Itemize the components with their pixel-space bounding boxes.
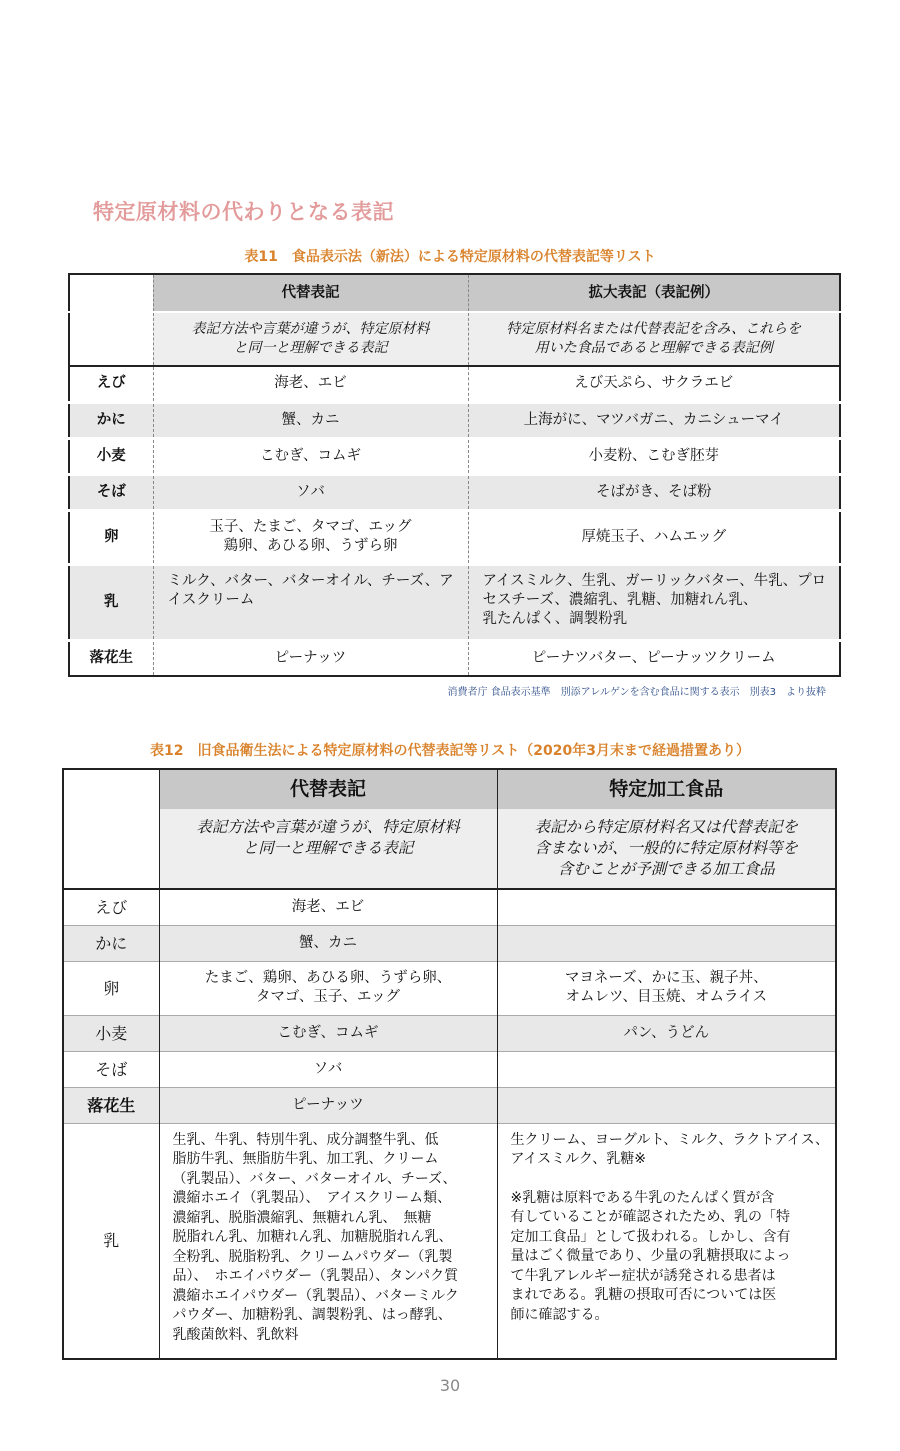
table12-col2-header: 特定加工食品 (497, 769, 836, 809)
table11-row-alt: ソバ (153, 474, 468, 510)
table11-row-alt: 玉子、たまご、タマゴ、エッグ 鶏卵、あひる卵、うずら卵 (153, 510, 468, 564)
table12-milk-proc-list: 生クリーム、ヨーグルト、ミルク、ラクトアイス、 アイスミルク、乳糖※ (510, 1131, 829, 1167)
table11-row-name: えび (69, 366, 153, 402)
table12-row-alt: たまご、鶏卵、あひる卵、うずら卵、 タマゴ、玉子、エッグ (159, 961, 497, 1015)
table12-row-alt: ピーナッツ (159, 1087, 497, 1123)
table12-milk-proc (497, 1123, 836, 1359)
table12-row-proc (497, 925, 836, 961)
table12-milk-proc-note: ※乳糖は原料である牛乳のたんぱく質が含 有していることが確認されたため、乳の「特 定加工食品」として扱われる。しかし、含有 量はごく微量であり、少量の乳糖摂取によっ て牛乳アレルギー症状が誘発される患者は まれである。乳糖の摂取可否については医 師に確認する。 (510, 1189, 791, 1323)
table11-source: 消費者庁 食品表示基準 別添アレルゲンを含む食品に関する表示 別表3 より抜粋 (447, 687, 826, 698)
table11-row-ext: 小麦粉、こむぎ胚芽 (468, 438, 840, 474)
table12-row-name: えび (63, 889, 159, 925)
table11-row-name: 卵 (69, 510, 153, 564)
table11-row-ext: そばがき、そば粉 (468, 474, 840, 510)
table12 (62, 768, 837, 1360)
table11-row-name: 落花生 (69, 640, 153, 676)
table12-row-name: 乳 (63, 1123, 159, 1359)
table12-col1-header: 代替表記 (159, 769, 497, 809)
table11-row-ext: 上海がに、マツバガニ、カニシューマイ (468, 402, 840, 438)
table11-col1-sub: 表記方法や言葉が違うが、特定原材料 と同一と理解できる表記 (153, 312, 468, 366)
page-number: 30 (439, 1376, 461, 1395)
table12-row-name: 卵 (63, 961, 159, 1015)
table12-col2-sub: 表記から特定原材料名又は代替表記を 含まないが、一般的に特定原材料等を 含むことが予測できる加工食品 (497, 809, 836, 889)
table12-row-proc (497, 889, 836, 925)
table11 (68, 273, 841, 677)
table11-row-ext: 厚焼玉子、ハムエッグ (468, 510, 840, 564)
table11-col2-sub: 特定原材料名または代替表記を含み、これらを 用いた食品であると理解できる表記例 (468, 312, 840, 366)
paragraph-gap (511, 1170, 830, 1189)
table12-row-alt: こむぎ、コムギ (159, 1015, 497, 1051)
table11-corner-sub (69, 312, 153, 366)
table11-row-name: かに (69, 402, 153, 438)
table11-row-ext: アイスミルク、生乳、ガーリックバター、牛乳、プロ セスチーズ、濃縮乳、乳糖、加糖れん乳、 乳たんぱく、調製粉乳 (468, 564, 840, 640)
table11-col2-header: 拡大表記（表記例） (468, 274, 840, 312)
table12-row-name: かに (63, 925, 159, 961)
table12-row-alt: ソバ (159, 1051, 497, 1087)
table11-row-ext: ピーナツバター、ピーナッツクリーム (468, 640, 840, 676)
table12-caption: 表12 旧食品衛生法による特定原材料の代替表記等リスト（2020年3月末まで経過措置あり） (150, 743, 750, 759)
table11-row-name: そば (69, 474, 153, 510)
table11-row-alt: 蟹、カニ (153, 402, 468, 438)
table12-row-proc (497, 1051, 836, 1087)
table11-corner (69, 274, 153, 312)
table11-caption: 表11 食品表示法（新法）による特定原材料の代替表記等リスト (244, 249, 656, 265)
table11-row-name: 小麦 (69, 438, 153, 474)
table11-row-alt: こむぎ、コムギ (153, 438, 468, 474)
table12-corner (63, 769, 159, 809)
table12-row-name: 落花生 (63, 1087, 159, 1123)
table11-row-alt: ミルク、バター、バターオイル、チーズ、ア イスクリーム (153, 564, 468, 640)
table11-row-alt: ピーナッツ (153, 640, 468, 676)
table11-row-alt: 海老、エビ (153, 366, 468, 402)
table12-row-proc: パン、うどん (497, 1015, 836, 1051)
table11-col1-header: 代替表記 (153, 274, 468, 312)
table12-row-proc (497, 1087, 836, 1123)
table12-corner-sub (63, 809, 159, 889)
section-title: 特定原材料の代わりとなる表記 (93, 200, 394, 224)
table12-row-proc: マヨネーズ、かに玉、親子丼、 オムレツ、目玉焼、オムライス (497, 961, 836, 1015)
table12-row-name: そば (63, 1051, 159, 1087)
table12-row-name: 小麦 (63, 1015, 159, 1051)
table12-col1-sub: 表記方法や言葉が違うが、特定原材料 と同一と理解できる表記 (159, 809, 497, 889)
table12-row-alt: 海老、エビ (159, 889, 497, 925)
table12-row-alt: 蟹、カニ (159, 925, 497, 961)
table11-row-ext: えび天ぷら、サクラエビ (468, 366, 840, 402)
table11-row-name: 乳 (69, 564, 153, 640)
table12-milk-alt: 生乳、牛乳、特別牛乳、成分調整牛乳、低 脂肪牛乳、無脂肪牛乳、加工乳、クリーム （乳製品）、バター、バターオイル、チーズ、 濃縮ホエイ（乳製品）、 アイスクリーム類、 濃縮乳、脱脂濃縮乳、無糖れん乳、 無糖 脱脂れん乳、加糖れん乳、加糖脱脂れん乳、 全粉乳、脱脂粉乳、クリームパウダー（乳製 品）、 ホエイパウダー（乳製品）、タンパク質 濃縮ホエイパウダー（乳製品）、バターミルク パウダー、加糖粉乳、調製粉乳、はっ酵乳、 乳酸菌飲料、乳飲料 (159, 1123, 497, 1359)
